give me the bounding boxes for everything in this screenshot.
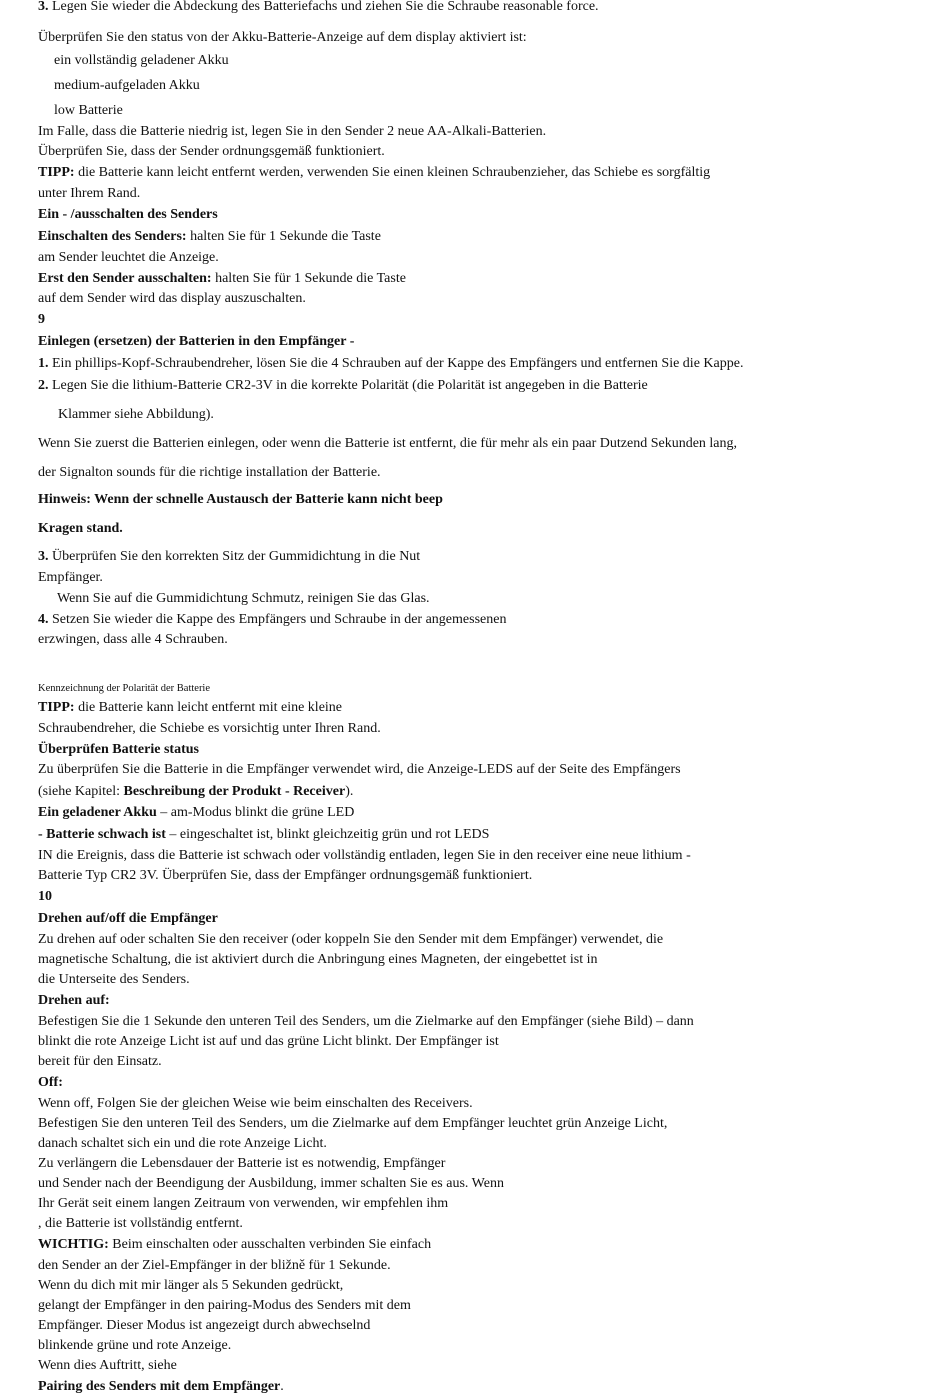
important-label: WICHTIG: bbox=[38, 1237, 109, 1252]
paragraph-line: Empfänger. bbox=[38, 570, 103, 585]
important-line bbox=[38, 1236, 431, 1254]
step-text: Legen Sie wieder die Abdeckung des Batteriefachs und ziehen Sie die Schraube reasonable force. bbox=[48, 0, 599, 14]
paragraph-line: Schraubendreher, die Schiebe es vorsichtig unter Ihren Rand. bbox=[38, 721, 381, 736]
figure-caption: Kennzeichnung der Polarität der Batterie bbox=[38, 683, 211, 694]
paragraph-line: am Sender leuchtet die Anzeige. bbox=[38, 250, 219, 265]
paragraph-line: Im Falle, dass die Batterie niedrig ist, legen Sie in den Sender 2 neue AA-Alkali-Batterien. bbox=[38, 124, 547, 139]
paragraph-line: Wenn du dich mit mir länger als 5 Sekunden gedrückt, bbox=[38, 1278, 344, 1293]
step-text: Legen Sie die lithium-Batterie CR2-3V in die korrekte Polarität (die Polarität ist angegeben in die Batterie bbox=[48, 378, 648, 393]
paragraph-line bbox=[38, 804, 354, 822]
step-text: Setzen Sie wieder die Kappe des Empfängers und Schraube in der angemessenen bbox=[48, 612, 507, 627]
heading-text: Ein - /ausschalten des Senders bbox=[38, 207, 218, 222]
bold-label: Einschalten des Senders: bbox=[38, 229, 187, 244]
paragraph-line: Zu überprüfen Sie die Batterie in die Empfänger verwendet wird, die Anzeige-LEDS auf der Seite des Empfängers bbox=[38, 762, 681, 777]
paragraph-line bbox=[38, 826, 489, 844]
paragraph-line: Befestigen Sie den unteren Teil des Senders, um die Zielmarke auf dem Empfänger leuchtet grün Anzeige Licht, bbox=[38, 1116, 668, 1131]
tip-label: TIPP: bbox=[38, 165, 75, 180]
page-number bbox=[38, 311, 45, 329]
paragraph-line: blinkt die rote Anzeige Licht ist auf und das grüne Licht blinkt. Der Empfänger ist bbox=[38, 1034, 499, 1049]
paragraph-line: den Sender an der Ziel-Empfänger in der bližně für 1 Sekunde. bbox=[38, 1258, 391, 1273]
page-number bbox=[38, 888, 52, 906]
paragraph-line: Befestigen Sie die 1 Sekunde den unteren Teil des Senders, um die Zielmarke auf den Empfänger (siehe Bild) – dann bbox=[38, 1014, 694, 1029]
paragraph-line: , die Batterie ist vollständig entfernt. bbox=[38, 1216, 243, 1231]
heading-text: Einlegen (ersetzen) der Batterien in den Empfänger - bbox=[38, 334, 355, 349]
paragraph-line: Überprüfen Sie den status von der Akku-Batterie-Anzeige auf dem display aktiviert ist: bbox=[38, 30, 527, 45]
paragraph-line: Wenn off, Folgen Sie der gleichen Weise wie beim einschalten des Receivers. bbox=[38, 1096, 473, 1111]
note-text: Kragen stand. bbox=[38, 521, 123, 536]
paragraph-line bbox=[38, 783, 353, 801]
section-heading bbox=[38, 333, 354, 351]
paragraph-line: und Sender nach der Beendigung der Ausbildung, immer schalten Sie es aus. Wenn bbox=[38, 1176, 504, 1191]
list-item: ein vollständig geladener Akku bbox=[54, 53, 229, 68]
bold-label: Ein geladener Akku bbox=[38, 805, 157, 820]
step-4-line bbox=[38, 611, 506, 629]
heading-text: Drehen auf: bbox=[38, 993, 110, 1008]
heading-text: Drehen auf/off die Empfänger bbox=[38, 911, 218, 926]
paragraph-line: Zu verlängern die Lebensdauer der Batterie ist es notwendig, Empfänger bbox=[38, 1156, 446, 1171]
line-text: . bbox=[280, 1379, 284, 1394]
step-3-line bbox=[38, 0, 599, 16]
step-3-line bbox=[38, 548, 420, 566]
step-1-line bbox=[38, 355, 743, 373]
paragraph-line: IN die Ereignis, dass die Batterie ist schwach oder vollständig entladen, legen Sie in den receiver eine neue lithium - bbox=[38, 848, 691, 863]
paragraph-line: Klammer siehe Abbildung). bbox=[58, 407, 214, 422]
line-text: ). bbox=[345, 784, 354, 799]
line-text: – eingeschaltet ist, blinkt gleichzeitig grün und rot LEDS bbox=[165, 827, 490, 842]
paragraph-line: Empfänger. Dieser Modus ist angezeigt durch abwechselnd bbox=[38, 1318, 371, 1333]
page-number-text: 9 bbox=[38, 312, 45, 327]
step-2-line bbox=[38, 377, 648, 395]
note-line bbox=[38, 491, 443, 509]
step-number: 4. bbox=[38, 612, 49, 627]
list-item: medium-aufgeladen Akku bbox=[54, 78, 200, 93]
paragraph-line: die Unterseite des Senders. bbox=[38, 972, 190, 987]
note-line bbox=[38, 520, 123, 538]
line-text: Beim einschalten oder ausschalten verbinden Sie einfach bbox=[108, 1237, 432, 1252]
paragraph-line: der Signalton sounds für die richtige installation der Batterie. bbox=[38, 465, 381, 480]
section-heading bbox=[38, 1074, 63, 1092]
list-item: low Batterie bbox=[54, 103, 123, 118]
tip-line bbox=[38, 164, 710, 182]
section-heading bbox=[38, 741, 199, 759]
paragraph-line: unter Ihrem Rand. bbox=[38, 186, 141, 201]
paragraph-line: Wenn Sie zuerst die Batterien einlegen, oder wenn die Batterie ist entfernt, die für mehr als ein paar Dutzend Sekunden lang, bbox=[38, 436, 738, 451]
section-heading bbox=[38, 206, 218, 224]
tip-text: die Batterie kann leicht entfernt mit eine kleine bbox=[74, 700, 343, 715]
step-number: 3. bbox=[38, 0, 49, 14]
note-text: Hinweis: Wenn der schnelle Austausch der Batterie kann nicht beep bbox=[38, 492, 443, 507]
step-number: 2. bbox=[38, 378, 49, 393]
heading-text: Off: bbox=[38, 1075, 63, 1090]
bold-label: Erst den Sender ausschalten: bbox=[38, 271, 212, 286]
step-number: 3. bbox=[38, 549, 49, 564]
paragraph-line: danach schaltet sich ein und die rote Anzeige Licht. bbox=[38, 1136, 327, 1151]
section-heading bbox=[38, 910, 218, 928]
heading-text: Überprüfen Batterie status bbox=[38, 742, 199, 757]
paragraph-line: erzwingen, dass alle 4 Schrauben. bbox=[38, 632, 228, 647]
tip-label: TIPP: bbox=[38, 700, 75, 715]
step-number: 1. bbox=[38, 356, 49, 371]
paragraph-line: magnetische Schaltung, die ist aktiviert durch die Anbringung eines Magneten, der eingebettet ist in bbox=[38, 952, 598, 967]
paragraph-line: gelangt der Empfänger in den pairing-Modus des Senders mit dem bbox=[38, 1298, 411, 1313]
line-text: – am-Modus blinkt die grüne LED bbox=[156, 805, 355, 820]
paragraph-line: Batterie Typ CR2 3V. Überprüfen Sie, dass der Empfänger ordnungsgemäß funktioniert. bbox=[38, 868, 533, 883]
paragraph-line: Wenn dies Auftritt, siehe bbox=[38, 1358, 177, 1373]
paragraph-line bbox=[38, 1378, 284, 1396]
paragraph-line: auf dem Sender wird das display auszuschalten. bbox=[38, 291, 306, 306]
bold-label: - Batterie schwach ist bbox=[38, 827, 166, 842]
tip-text: die Batterie kann leicht entfernt werden, verwenden Sie einen kleinen Schraubenzieher, das Schiebe es sorgfältig bbox=[74, 165, 711, 180]
paragraph-line: bereit für den Einsatz. bbox=[38, 1054, 162, 1069]
paragraph-line: Ihr Gerät seit einem langen Zeitraum von verwenden, wir empfehlen ihm bbox=[38, 1196, 449, 1211]
paragraph-line: Überprüfen Sie, dass der Sender ordnungsgemäß funktioniert. bbox=[38, 144, 385, 159]
step-text: Überprüfen Sie den korrekten Sitz der Gummidichtung in die Nut bbox=[48, 549, 421, 564]
paragraph-line: blinkende grüne und rote Anzeige. bbox=[38, 1338, 232, 1353]
chapter-reference: Pairing des Senders mit dem Empfänger bbox=[38, 1379, 281, 1394]
page-number-text: 10 bbox=[38, 889, 52, 904]
line-text: halten Sie für 1 Sekunde die Taste bbox=[186, 229, 381, 244]
paragraph-line bbox=[38, 228, 381, 246]
section-heading bbox=[38, 992, 110, 1010]
paragraph-line: Zu drehen auf oder schalten Sie den receiver (oder koppeln Sie den Sender mit dem Empfänger) verwendet, die bbox=[38, 932, 664, 947]
paragraph-line: Wenn Sie auf die Gummidichtung Schmutz, reinigen Sie das Glas. bbox=[57, 591, 430, 606]
line-text: (siehe Kapitel: bbox=[38, 784, 124, 799]
line-text: halten Sie für 1 Sekunde die Taste bbox=[211, 271, 406, 286]
paragraph-line bbox=[38, 270, 406, 288]
chapter-reference: Beschreibung der Produkt - Receiver bbox=[123, 784, 346, 799]
step-text: Ein phillips-Kopf-Schraubendreher, lösen Sie die 4 Schrauben auf der Kappe des Empfängers und entfernen Sie die Kappe. bbox=[48, 356, 744, 371]
tip-line bbox=[38, 699, 342, 717]
